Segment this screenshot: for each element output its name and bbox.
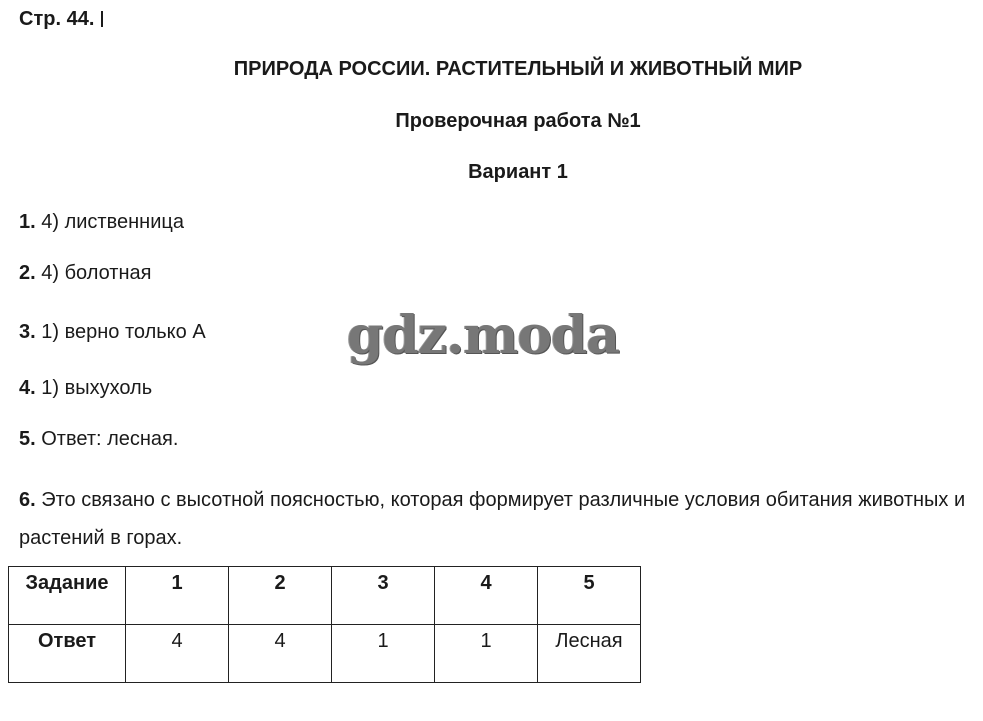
test-subtitle: Проверочная работа №1 bbox=[395, 110, 641, 132]
answer-text: 1) верно только А bbox=[35, 321, 206, 343]
answer-text: 4) лиственница bbox=[35, 211, 184, 233]
answer-cell: 1 bbox=[332, 625, 435, 683]
answer-cell: 1 bbox=[435, 625, 538, 683]
answer-cell: Лесная bbox=[538, 625, 641, 683]
answer-number: 2. bbox=[19, 262, 36, 284]
task-cell: 4 bbox=[435, 567, 538, 625]
page-number: Стр. 44. bbox=[19, 8, 103, 31]
answer-number: 3. bbox=[19, 321, 36, 343]
watermark-logo: gdz.moda bbox=[347, 305, 620, 366]
answer-number: 6. bbox=[19, 489, 36, 511]
variant-heading: Вариант 1 bbox=[468, 161, 568, 183]
row-label-answer: Ответ bbox=[9, 625, 126, 683]
answer-cell: 4 bbox=[229, 625, 332, 683]
answer-cell: 4 bbox=[126, 625, 229, 683]
task-cell: 1 bbox=[126, 567, 229, 625]
task-cell: 2 bbox=[229, 567, 332, 625]
answer-number: 4. bbox=[19, 377, 36, 399]
page-title: ПРИРОДА РОССИИ. РАСТИТЕЛЬНЫЙ И ЖИВОТНЫЙ МИР bbox=[233, 58, 803, 80]
table-row bbox=[9, 625, 641, 683]
answer-item-3 bbox=[19, 321, 206, 344]
answer-item-5 bbox=[19, 428, 178, 451]
answer-item-6 bbox=[19, 481, 981, 557]
answer-item-1 bbox=[19, 211, 184, 234]
text-cursor bbox=[101, 11, 103, 27]
answer-item-4 bbox=[19, 377, 152, 400]
task-cell: 3 bbox=[332, 567, 435, 625]
answer-item-2 bbox=[19, 262, 151, 285]
answer-text: 1) выхухоль bbox=[35, 377, 153, 399]
answer-number: 1. bbox=[19, 211, 36, 233]
task-cell: 5 bbox=[538, 567, 641, 625]
answer-text: Ответ: лесная. bbox=[35, 428, 179, 450]
answers-table bbox=[8, 566, 641, 683]
answer-number: 5. bbox=[19, 428, 36, 450]
answer-text: Это связано с высотной поясностью, которая формирует различные условия обитания животных и растений в горах. bbox=[19, 489, 966, 549]
row-label-task: Задание bbox=[9, 567, 126, 625]
answer-text: 4) болотная bbox=[35, 262, 152, 284]
table-row bbox=[9, 567, 641, 625]
